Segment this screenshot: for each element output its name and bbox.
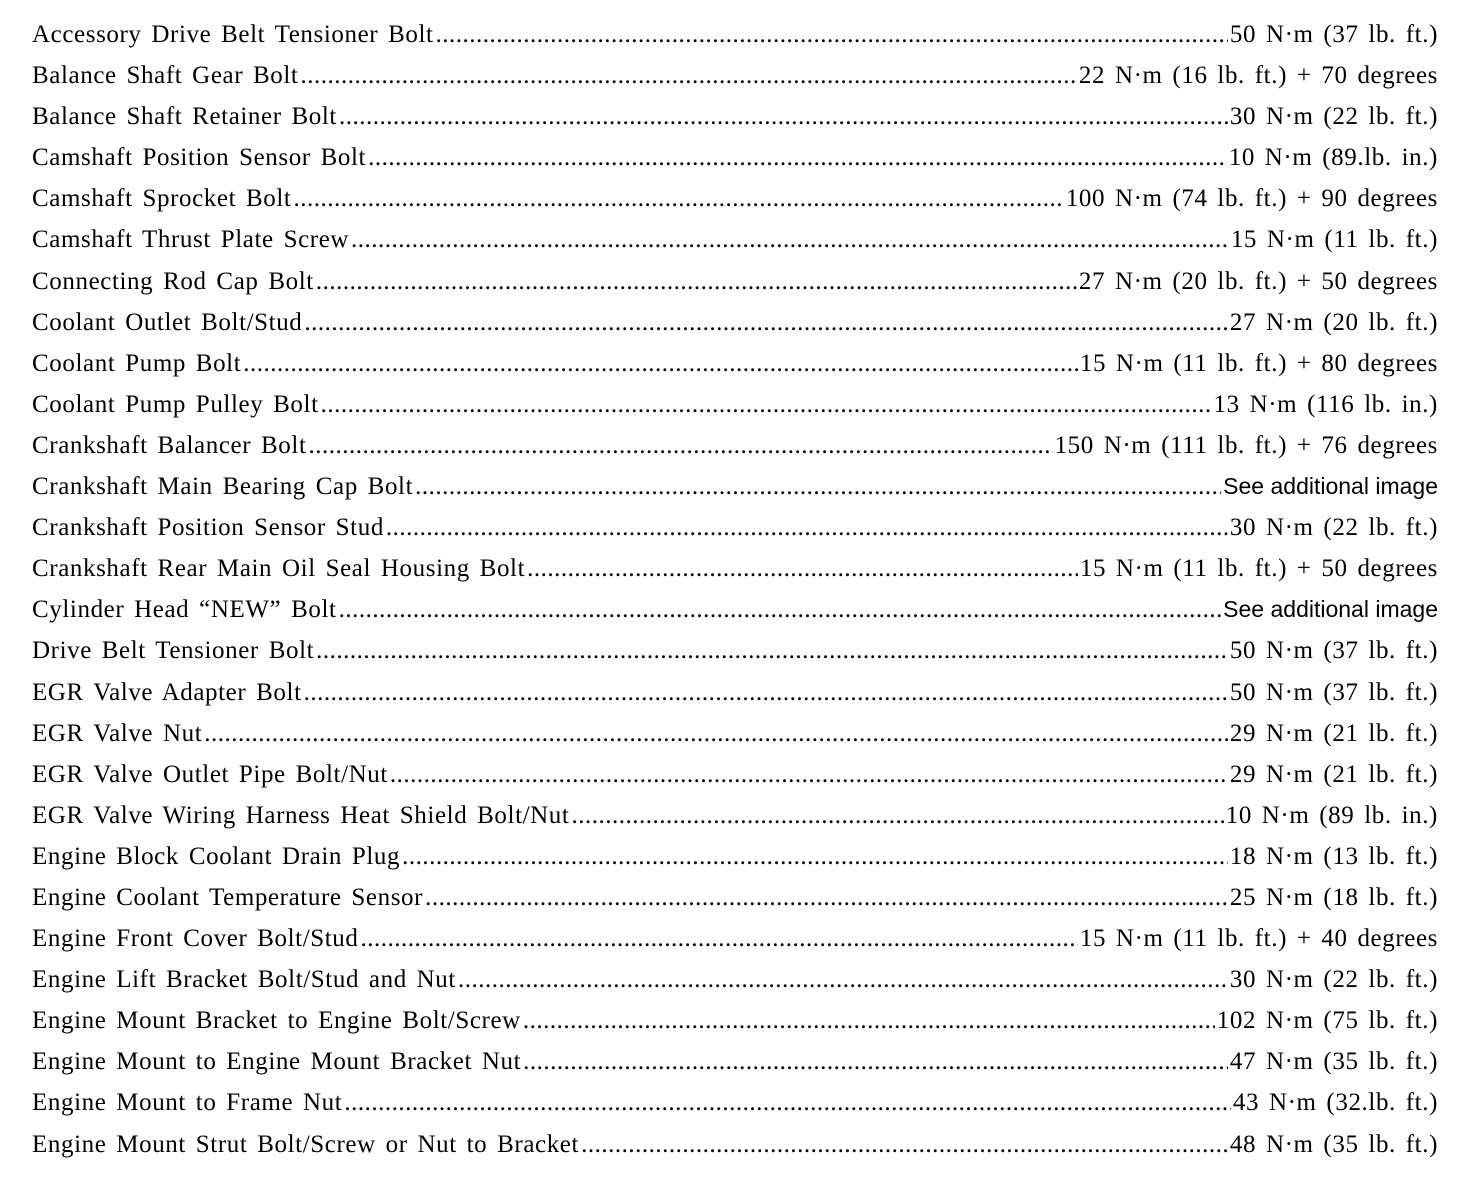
torque-value: 15 N·m (11 lb. ft.) + 50 degrees <box>1079 555 1438 583</box>
fastener-name: Engine Mount to Engine Mount Bracket Nut <box>32 1048 522 1076</box>
dot-leader <box>571 802 1223 830</box>
spec-row <box>32 350 1438 391</box>
spec-row <box>32 1131 1438 1172</box>
fastener-name: Accessory Drive Belt Tensioner Bolt <box>32 21 434 48</box>
torque-value: 15 N·m (11 lb. ft.) <box>1230 226 1438 254</box>
dot-leader <box>523 1048 1228 1076</box>
dot-leader <box>304 679 1228 707</box>
dot-leader <box>368 144 1227 172</box>
fastener-name: Connecting Rod Cap Bolt <box>32 267 314 295</box>
fastener-name: Camshaft Thrust Plate Screw <box>32 226 350 254</box>
fastener-name: Cylinder Head “NEW” Bolt <box>32 596 337 624</box>
spec-row <box>32 1048 1438 1089</box>
torque-value: 30 N·m (22 lb. ft.) <box>1229 966 1438 994</box>
dot-leader <box>523 1007 1215 1035</box>
dot-leader <box>339 596 1222 624</box>
dot-leader <box>316 268 1077 296</box>
additional-image-note: See additional image <box>1223 473 1438 500</box>
dot-leader <box>527 555 1078 583</box>
torque-value: 27 N·m (20 lb. ft.) <box>1229 308 1438 336</box>
dot-leader <box>425 884 1228 912</box>
spec-row <box>32 21 1438 62</box>
spec-row <box>32 473 1438 514</box>
fastener-name: EGR Valve Wiring Harness Heat Shield Bolt/Nut <box>32 801 570 829</box>
torque-value: 50 N·m (37 lb. ft.) <box>1229 21 1438 48</box>
spec-row <box>32 761 1438 802</box>
spec-row <box>32 637 1438 678</box>
torque-value: 30 N·m (22 lb. ft.) <box>1229 514 1438 542</box>
spec-row <box>32 391 1438 432</box>
spec-row <box>32 802 1438 843</box>
fastener-name: EGR Valve Nut <box>32 719 203 747</box>
spec-row <box>32 596 1438 637</box>
dot-leader <box>415 473 1221 501</box>
torque-value: 25 N·m (18 lb. ft.) <box>1229 883 1438 911</box>
fastener-name: Camshaft Position Sensor Bolt <box>32 144 367 172</box>
spec-row <box>32 843 1438 884</box>
fastener-name: Coolant Pump Pulley Bolt <box>32 390 319 418</box>
dot-leader <box>243 350 1078 378</box>
spec-row <box>32 62 1438 103</box>
spec-row <box>32 103 1438 144</box>
dot-leader <box>402 843 1228 871</box>
dot-leader <box>458 966 1228 994</box>
spec-row <box>32 514 1438 555</box>
fastener-name: Camshaft Sprocket Bolt <box>32 185 292 213</box>
fastener-name: Crankshaft Main Bearing Cap Bolt <box>32 473 414 501</box>
spec-row <box>32 432 1438 473</box>
spec-row <box>32 144 1438 185</box>
dot-leader <box>316 637 1228 665</box>
dot-leader <box>293 185 1063 213</box>
fastener-name: Engine Mount Bracket to Engine Bolt/Screw <box>32 1007 521 1035</box>
torque-spec-list <box>32 21 1438 1172</box>
fastener-name: Crankshaft Balancer Bolt <box>32 431 307 459</box>
torque-value: 27 N·m (20 lb. ft.) + 50 degrees <box>1078 267 1438 295</box>
spec-row <box>32 1089 1438 1130</box>
fastener-name: Engine Block Coolant Drain Plug <box>32 842 401 870</box>
fastener-name: Coolant Outlet Bolt/Stud <box>32 308 303 336</box>
spec-row <box>32 226 1438 267</box>
fastener-name: Engine Lift Bracket Bolt/Stud and Nut <box>32 966 456 994</box>
torque-value: 29 N·m (21 lb. ft.) <box>1229 760 1438 788</box>
spec-row <box>32 679 1438 720</box>
dot-leader <box>309 432 1053 460</box>
additional-image-note: See additional image <box>1223 596 1438 623</box>
torque-value: 10 N·m (89.lb. in.) <box>1228 144 1438 172</box>
torque-value: 22 N·m (16 lb. ft.) + 70 degrees <box>1078 62 1438 90</box>
fastener-name: Balance Shaft Gear Bolt <box>32 62 299 90</box>
torque-value: 15 N·m (11 lb. ft.) + 80 degrees <box>1079 349 1438 377</box>
dot-leader <box>386 514 1228 542</box>
dot-leader <box>344 1089 1231 1117</box>
dot-leader <box>339 103 1228 131</box>
fastener-name: Crankshaft Position Sensor Stud <box>32 514 384 542</box>
spec-row <box>32 309 1438 350</box>
fastener-name: Coolant Pump Bolt <box>32 349 242 377</box>
spec-row <box>32 966 1438 1007</box>
fastener-name: Balance Shaft Retainer Bolt <box>32 103 337 131</box>
spec-row <box>32 925 1438 966</box>
spec-row <box>32 884 1438 925</box>
torque-value: 150 N·m (111 lb. ft.) + 76 degrees <box>1054 431 1438 459</box>
spec-row <box>32 720 1438 761</box>
fastener-name: Engine Mount Strut Bolt/Screw or Nut to Bracket <box>32 1130 580 1158</box>
torque-value: 50 N·m (37 lb. ft.) <box>1229 678 1438 706</box>
torque-value: 30 N·m (22 lb. ft.) <box>1229 103 1438 131</box>
torque-value: 48 N·m (35 lb. ft.) <box>1229 1130 1438 1158</box>
torque-value: 18 N·m (13 lb. ft.) <box>1229 842 1438 870</box>
fastener-name: Crankshaft Rear Main Oil Seal Housing Bolt <box>32 555 526 583</box>
dot-leader <box>581 1131 1228 1159</box>
spec-row <box>32 1007 1438 1048</box>
dot-leader <box>300 62 1076 90</box>
spec-row <box>32 555 1438 596</box>
dot-leader <box>204 720 1228 748</box>
torque-value: 15 N·m (11 lb. ft.) + 40 degrees <box>1079 925 1438 953</box>
torque-value: 100 N·m (74 lb. ft.) + 90 degrees <box>1065 185 1438 213</box>
dot-leader <box>321 391 1212 419</box>
fastener-name: EGR Valve Adapter Bolt <box>32 678 302 706</box>
fastener-name: Drive Belt Tensioner Bolt <box>32 637 315 665</box>
torque-value: 29 N·m (21 lb. ft.) <box>1229 719 1438 747</box>
dot-leader <box>351 226 1229 254</box>
dot-leader <box>361 925 1078 953</box>
torque-value: 10 N·m (89 lb. in.) <box>1225 801 1438 829</box>
torque-value: 13 N·m (116 lb. in.) <box>1213 390 1438 418</box>
fastener-name: EGR Valve Outlet Pipe Bolt/Nut <box>32 760 388 788</box>
dot-leader <box>436 21 1228 49</box>
fastener-name: Engine Coolant Temperature Sensor <box>32 883 424 911</box>
torque-value: 102 N·m (75 lb. ft.) <box>1216 1007 1438 1035</box>
torque-value: 50 N·m (37 lb. ft.) <box>1229 637 1438 665</box>
torque-value: 43 N·m (32.lb. ft.) <box>1232 1089 1438 1117</box>
spec-row <box>32 268 1438 309</box>
fastener-name: Engine Mount to Frame Nut <box>32 1089 343 1117</box>
torque-value: 47 N·m (35 lb. ft.) <box>1229 1048 1438 1076</box>
spec-row <box>32 185 1438 226</box>
fastener-name: Engine Front Cover Bolt/Stud <box>32 925 359 953</box>
dot-leader <box>390 761 1228 789</box>
dot-leader <box>304 309 1227 337</box>
